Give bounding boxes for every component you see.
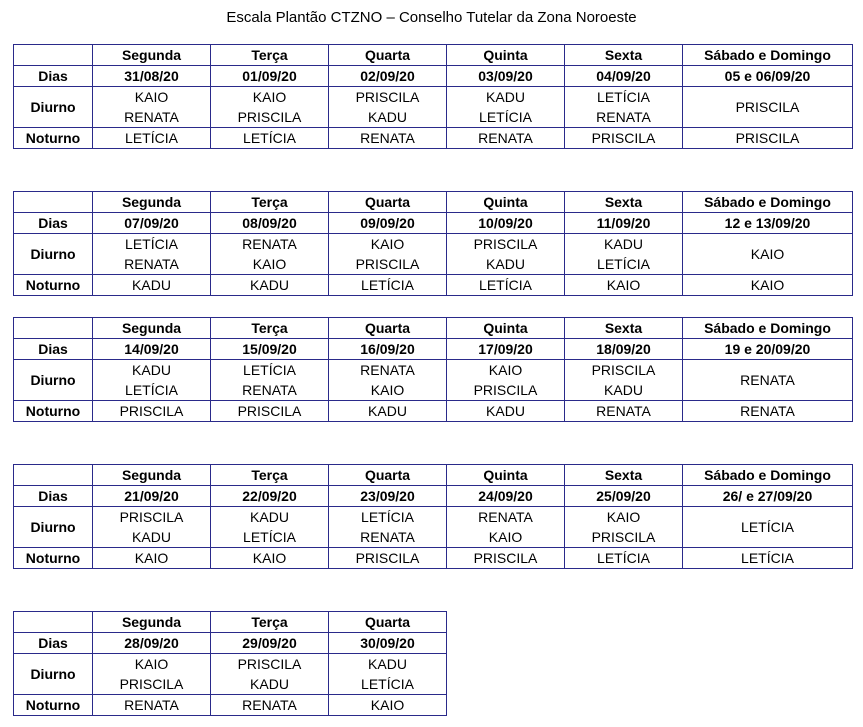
night-shift-cell: KAIO (211, 548, 329, 569)
week-table (13, 44, 853, 149)
staff-name: LETÍCIA (125, 236, 178, 252)
date-cell: 26/ e 27/09/20 (683, 486, 853, 507)
row-label-noturno: Noturno (14, 695, 93, 716)
staff-name: KAIO (134, 656, 169, 672)
staff-name: LETÍCIA (597, 89, 650, 105)
staff-name: PRISCILA (119, 509, 184, 525)
page-title: Escala Plantão CTZNO – Conselho Tutelar da Zona Noroeste (226, 9, 637, 26)
night-shift-cell: LETÍCIA (211, 128, 329, 149)
date-cell: 01/09/20 (211, 66, 329, 87)
date-cell: 19 e 20/09/20 (683, 339, 853, 360)
day-shift-cell (447, 234, 565, 275)
day-header: Sexta (565, 192, 683, 213)
date-cell: 12 e 13/09/20 (683, 213, 853, 234)
staff-name: PRISCILA (237, 656, 302, 672)
row-label-dias: Dias (14, 339, 93, 360)
day-shift-cell (683, 87, 853, 128)
night-shift-cell: RENATA (565, 401, 683, 422)
date-cell: 02/09/20 (329, 66, 447, 87)
date-cell: 31/08/20 (93, 66, 211, 87)
staff-name: PRISCILA (473, 382, 538, 398)
dates-row (14, 339, 853, 360)
staff-name: KAIO (252, 89, 287, 105)
night-shift-cell: PRISCILA (447, 548, 565, 569)
night-shift-cell: RENATA (211, 695, 329, 716)
night-shift-cell: PRISCILA (93, 401, 211, 422)
night-shift-cell: PRISCILA (683, 128, 853, 149)
staff-name: PRISCILA (591, 529, 656, 545)
night-shift-cell: LETÍCIA (329, 275, 447, 296)
date-cell: 28/09/20 (93, 633, 211, 654)
staff-name: KADU (132, 529, 171, 545)
day-shift-cell (211, 360, 329, 401)
day-header: Segunda (93, 318, 211, 339)
date-cell: 10/09/20 (447, 213, 565, 234)
day-header: Quarta (329, 465, 447, 486)
day-shift-row (14, 654, 447, 695)
day-shift-cell (683, 360, 853, 401)
staff-name: PRISCILA (735, 99, 800, 115)
staff-name: KADU (250, 676, 289, 692)
staff-name: KAIO (252, 256, 287, 272)
header-row (14, 45, 853, 66)
staff-name: KAIO (370, 236, 405, 252)
day-header: Sábado e Domingo (683, 45, 853, 66)
night-shift-cell: PRISCILA (565, 128, 683, 149)
night-shift-cell: LETÍCIA (93, 128, 211, 149)
night-shift-cell: KADU (211, 275, 329, 296)
day-header: Quarta (329, 318, 447, 339)
staff-name: LETÍCIA (597, 256, 650, 272)
day-header: Segunda (93, 192, 211, 213)
header-row (14, 192, 853, 213)
night-shift-row (14, 548, 853, 569)
header-row (14, 318, 853, 339)
date-cell: 03/09/20 (447, 66, 565, 87)
day-header: Sábado e Domingo (683, 318, 853, 339)
day-shift-cell (565, 234, 683, 275)
day-shift-cell (329, 507, 447, 548)
night-shift-row (14, 401, 853, 422)
night-shift-row (14, 275, 853, 296)
date-cell: 11/09/20 (565, 213, 683, 234)
date-cell: 25/09/20 (565, 486, 683, 507)
day-shift-cell (329, 87, 447, 128)
week-table (13, 191, 853, 296)
day-header: Quinta (447, 45, 565, 66)
day-shift-cell (329, 360, 447, 401)
day-header: Segunda (93, 612, 211, 633)
date-cell: 30/09/20 (329, 633, 447, 654)
staff-name: PRISCILA (355, 89, 420, 105)
row-label-diurno: Diurno (14, 360, 93, 401)
day-header: Sexta (565, 318, 683, 339)
day-shift-cell (447, 87, 565, 128)
day-header: Quinta (447, 192, 565, 213)
day-shift-row (14, 234, 853, 275)
night-shift-cell: RENATA (447, 128, 565, 149)
date-cell: 15/09/20 (211, 339, 329, 360)
staff-name: KADU (486, 256, 525, 272)
staff-name: RENATA (360, 362, 415, 378)
staff-name: KAIO (606, 509, 641, 525)
date-cell: 17/09/20 (447, 339, 565, 360)
staff-name: PRISCILA (473, 236, 538, 252)
staff-name: KAIO (370, 382, 405, 398)
day-shift-row (14, 360, 853, 401)
night-shift-cell: KAIO (565, 275, 683, 296)
night-shift-cell: LETÍCIA (447, 275, 565, 296)
header-row (14, 612, 447, 633)
day-header: Terça (211, 45, 329, 66)
day-header: Terça (211, 612, 329, 633)
night-shift-cell: KADU (329, 401, 447, 422)
staff-name: LETÍCIA (243, 529, 296, 545)
staff-name: KADU (132, 362, 171, 378)
night-shift-row (14, 128, 853, 149)
staff-name: RENATA (242, 236, 297, 252)
staff-name: KAIO (488, 362, 523, 378)
night-shift-cell: KADU (93, 275, 211, 296)
day-shift-cell (93, 234, 211, 275)
staff-name: LETÍCIA (125, 382, 178, 398)
day-shift-cell (211, 87, 329, 128)
day-shift-cell (211, 234, 329, 275)
staff-name: RENATA (740, 372, 795, 388)
row-label-noturno: Noturno (14, 275, 93, 296)
staff-name: KAIO (750, 246, 785, 262)
row-label-dias: Dias (14, 633, 93, 654)
staff-name: KADU (604, 236, 643, 252)
row-label-noturno: Noturno (14, 128, 93, 149)
corner-cell (14, 612, 93, 633)
week-table (13, 611, 447, 716)
day-header: Quinta (447, 465, 565, 486)
date-cell: 21/09/20 (93, 486, 211, 507)
staff-name: RENATA (124, 256, 179, 272)
day-shift-cell (93, 654, 211, 695)
staff-name: KAIO (134, 89, 169, 105)
row-label-dias: Dias (14, 66, 93, 87)
staff-name: LETÍCIA (361, 509, 414, 525)
staff-name: RENATA (478, 509, 533, 525)
day-shift-cell (447, 507, 565, 548)
date-cell: 23/09/20 (329, 486, 447, 507)
dates-row (14, 633, 447, 654)
day-header: Sábado e Domingo (683, 465, 853, 486)
day-header: Segunda (93, 45, 211, 66)
staff-name: PRISCILA (591, 362, 656, 378)
staff-name: KADU (486, 89, 525, 105)
day-shift-cell (683, 234, 853, 275)
staff-name: RENATA (360, 529, 415, 545)
day-shift-cell (211, 507, 329, 548)
date-cell: 16/09/20 (329, 339, 447, 360)
row-label-noturno: Noturno (14, 401, 93, 422)
row-label-dias: Dias (14, 486, 93, 507)
staff-name: KADU (368, 109, 407, 125)
row-label-diurno: Diurno (14, 234, 93, 275)
day-shift-cell (565, 507, 683, 548)
date-cell: 07/09/20 (93, 213, 211, 234)
staff-name: LETÍCIA (361, 676, 414, 692)
corner-cell (14, 192, 93, 213)
night-shift-cell: RENATA (329, 128, 447, 149)
date-cell: 14/09/20 (93, 339, 211, 360)
staff-name: LETÍCIA (243, 362, 296, 378)
day-shift-cell (565, 360, 683, 401)
staff-name: KADU (250, 509, 289, 525)
date-cell: 04/09/20 (565, 66, 683, 87)
night-shift-cell: LETÍCIA (683, 548, 853, 569)
week-table (13, 317, 853, 422)
staff-name: LETÍCIA (741, 519, 794, 535)
staff-name: RENATA (596, 109, 651, 125)
row-label-diurno: Diurno (14, 654, 93, 695)
day-shift-cell (93, 87, 211, 128)
date-cell: 24/09/20 (447, 486, 565, 507)
night-shift-cell: KAIO (93, 548, 211, 569)
day-header: Segunda (93, 465, 211, 486)
night-shift-cell: RENATA (683, 401, 853, 422)
night-shift-cell: KAIO (683, 275, 853, 296)
day-header: Quinta (447, 318, 565, 339)
corner-cell (14, 45, 93, 66)
day-shift-cell (683, 507, 853, 548)
staff-name: KADU (368, 656, 407, 672)
day-header: Quarta (329, 45, 447, 66)
day-header: Terça (211, 318, 329, 339)
week-table (13, 464, 853, 569)
staff-name: RENATA (242, 382, 297, 398)
dates-row (14, 66, 853, 87)
day-header: Quarta (329, 192, 447, 213)
row-label-noturno: Noturno (14, 548, 93, 569)
night-shift-cell: PRISCILA (329, 548, 447, 569)
night-shift-cell: PRISCILA (211, 401, 329, 422)
staff-name: PRISCILA (237, 109, 302, 125)
row-label-dias: Dias (14, 213, 93, 234)
corner-cell (14, 465, 93, 486)
row-label-diurno: Diurno (14, 87, 93, 128)
day-shift-cell (329, 654, 447, 695)
day-shift-row (14, 507, 853, 548)
day-shift-cell (447, 360, 565, 401)
staff-name: PRISCILA (355, 256, 420, 272)
date-cell: 05 e 06/09/20 (683, 66, 853, 87)
staff-name: PRISCILA (119, 676, 184, 692)
day-shift-cell (211, 654, 329, 695)
date-cell: 18/09/20 (565, 339, 683, 360)
date-cell: 09/09/20 (329, 213, 447, 234)
staff-name: KADU (604, 382, 643, 398)
day-shift-row (14, 87, 853, 128)
night-shift-cell: KAIO (329, 695, 447, 716)
date-cell: 22/09/20 (211, 486, 329, 507)
corner-cell (14, 318, 93, 339)
row-label-diurno: Diurno (14, 507, 93, 548)
date-cell: 29/09/20 (211, 633, 329, 654)
day-header: Sexta (565, 465, 683, 486)
night-shift-row (14, 695, 447, 716)
night-shift-cell: LETÍCIA (565, 548, 683, 569)
dates-row (14, 486, 853, 507)
day-shift-cell (93, 360, 211, 401)
dates-row (14, 213, 853, 234)
staff-name: LETÍCIA (479, 109, 532, 125)
night-shift-cell: RENATA (93, 695, 211, 716)
day-shift-cell (565, 87, 683, 128)
staff-name: RENATA (124, 109, 179, 125)
day-header: Terça (211, 192, 329, 213)
night-shift-cell: KADU (447, 401, 565, 422)
day-header: Sábado e Domingo (683, 192, 853, 213)
day-shift-cell (93, 507, 211, 548)
header-row (14, 465, 853, 486)
staff-name: KAIO (488, 529, 523, 545)
day-header: Terça (211, 465, 329, 486)
date-cell: 08/09/20 (211, 213, 329, 234)
day-header: Quarta (329, 612, 447, 633)
day-header: Sexta (565, 45, 683, 66)
day-shift-cell (329, 234, 447, 275)
